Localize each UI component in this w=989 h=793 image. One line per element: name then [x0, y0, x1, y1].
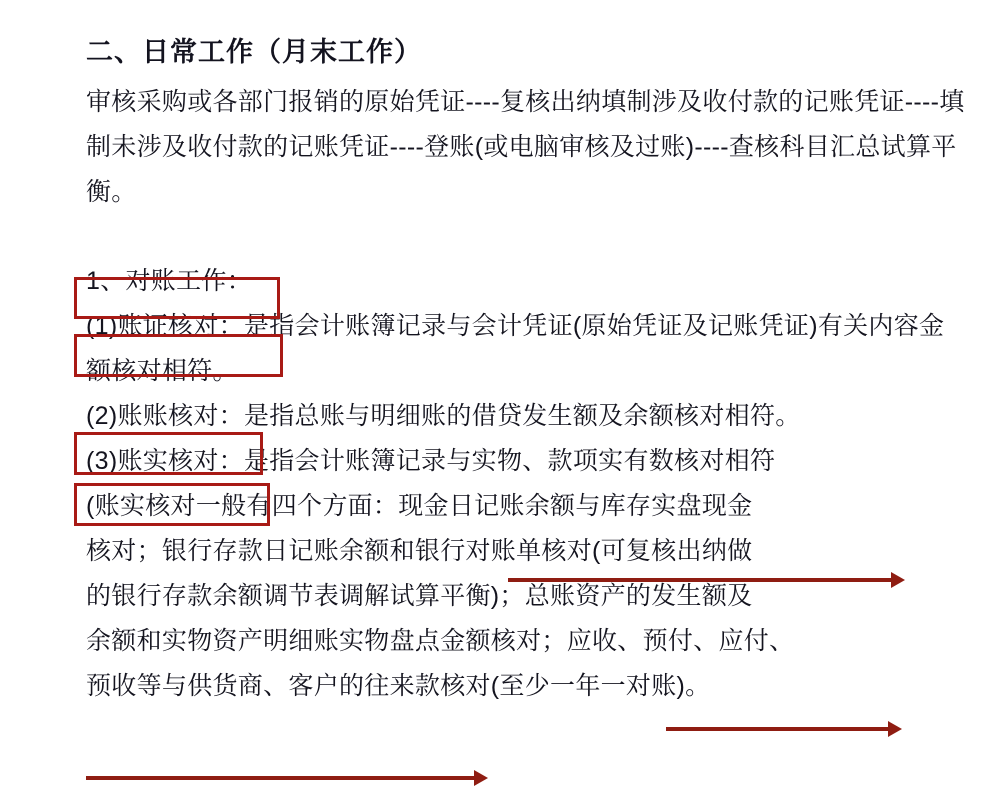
list-item-1-label: (1)账证核对：	[86, 312, 244, 340]
section-number-label: 1、对账工作：	[86, 267, 253, 295]
list-item-2-text: ：是指总账与明细账的借贷发生额及余额核对相符。	[218, 402, 801, 430]
detail-line-1: (账实核对一般有四个方面：现金日记账余额与库存实盘现金	[86, 492, 753, 520]
list-item-1-text: 是指会计账簿记录与会计凭证(原始凭证及记账凭证)有关内容金额核对相符。	[86, 312, 945, 385]
list-item-3	[86, 439, 966, 484]
page-title: 二、日常工作（月末工作）	[86, 37, 422, 67]
paragraph-spacer	[86, 215, 966, 259]
list-item-2-label: (2)账账核对	[86, 402, 219, 430]
intro-paragraph: 审核采购或各部门报销的原始凭证----复核出纳填制涉及收付款的记账凭证----填制未涉及收付款的记账凭证----登账(或电脑审核及过账)----查核科目汇总试算平衡。	[86, 88, 965, 206]
annotation-arrow-3	[86, 776, 476, 780]
detail-line-3: 的银行存款余额调节表调解试算平衡)；总账资产的发生额及	[86, 582, 753, 610]
list-item-2	[86, 394, 966, 439]
list-item-1	[86, 304, 966, 394]
annotation-arrow-2	[666, 727, 890, 731]
list-item-3-label: (3)账实核对	[86, 447, 219, 475]
document-content	[86, 30, 966, 709]
detail-line-2: 核对；银行存款日记账余额和银行对账单核对(可复核出纳做	[86, 537, 753, 565]
detail-line-4: 余额和实物资产明细账实物盘点金额核对；应收、预付、应付、	[86, 627, 795, 655]
detail-line-5: 预收等与供货商、客户的往来款核对(至少一年一对账)。	[86, 672, 711, 700]
list-item-3-text: ：是指会计账簿记录与实物、款项实有数核对相符	[218, 447, 776, 475]
